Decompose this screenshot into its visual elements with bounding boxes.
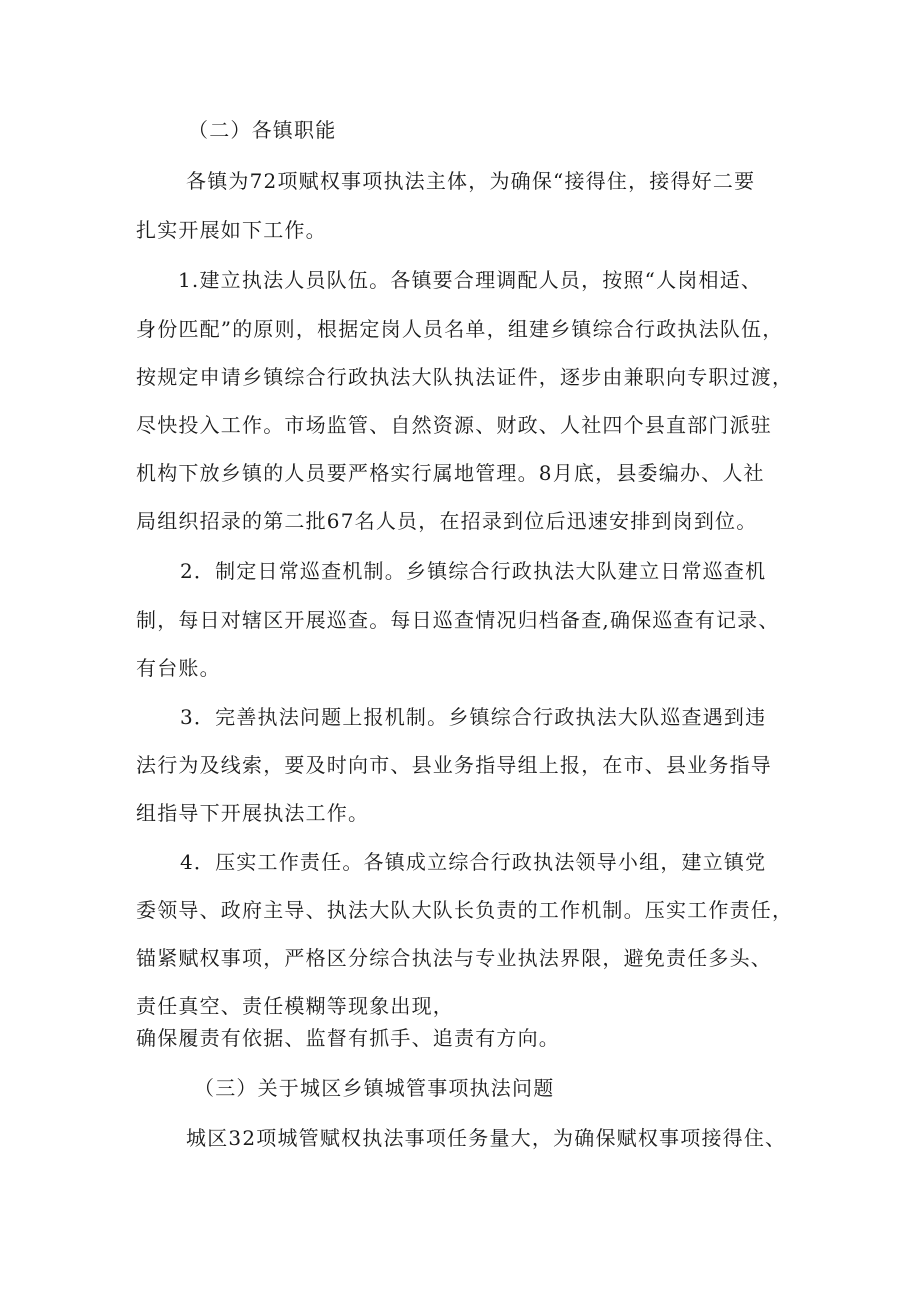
section-heading-2: （二）各镇职能 (188, 118, 337, 142)
paragraph-line: 确保履责有依据、监督有抓手、追责有方向。 (136, 1026, 560, 1050)
paragraph-line: 委领导、政府主导、执法大队大队长负责的工作机制。压实工作责任， (136, 898, 794, 922)
paragraph-line: 扎实开展如下工作。 (136, 218, 327, 242)
paragraph-line: 身份匹配”的原则，根据定岗人员名单，组建乡镇综合行政执法队伍， (136, 317, 784, 341)
paragraph-line: 制，每日对辖区开展巡查。每日巡查情况归档备查,确保巡查有记录、 (136, 608, 780, 632)
paragraph-line: 组指导下开展执法工作。 (136, 801, 370, 825)
paragraph-line: 4．压实工作责任。各镇成立综合行政执法领导小组，建立镇党 (180, 850, 767, 874)
section-heading-3: （三）关于城区乡镇城管事项执法问题 (194, 1076, 555, 1100)
paragraph-line: 锚紧赋权事项，严格区分综合执法与专业执法界限，避免责任多头、 (136, 946, 772, 970)
paragraph-line: 法行为及线索，要及时向市、县业务指导组上报，在市、县业务指导 (136, 753, 772, 777)
paragraph-line: 局组织招录的第二批67名人员，在招录到位后迅速安排到岗到位。 (136, 509, 758, 533)
paragraph-line: 1.建立执法人员队伍。各镇要合理调配人员，按照“人岗相适、 (178, 268, 763, 292)
paragraph-line: 机构下放乡镇的人员要严格实行属地管理。8月底，县委编办、人社 (136, 461, 765, 485)
paragraph-line: 尽快投入工作。市场监管、自然资源、财政、人社四个县直部门派驻 (136, 413, 772, 437)
paragraph-line: 有台账。 (136, 656, 221, 680)
paragraph-line: 3．完善执法问题上报机制。乡镇综合行政执法大队巡查遇到违 (180, 705, 767, 729)
paragraph-line: 城区32项城管赋权执法事项任务量大，为确保赋权事项接得住、 (186, 1126, 787, 1150)
paragraph-line: 2．制定日常巡查机制。乡镇综合行政执法大队建立日常巡查机 (180, 559, 767, 583)
paragraph-line: 按规定申请乡镇综合行政执法大队执法证件，逐步由兼职向专职过渡， (136, 365, 794, 389)
paragraph-line: 责任真空、责任模糊等现象出现， (136, 994, 454, 1018)
paragraph-line: 各镇为72项赋权事项执法主体，为确保“接得住，接得好二要 (186, 169, 756, 193)
